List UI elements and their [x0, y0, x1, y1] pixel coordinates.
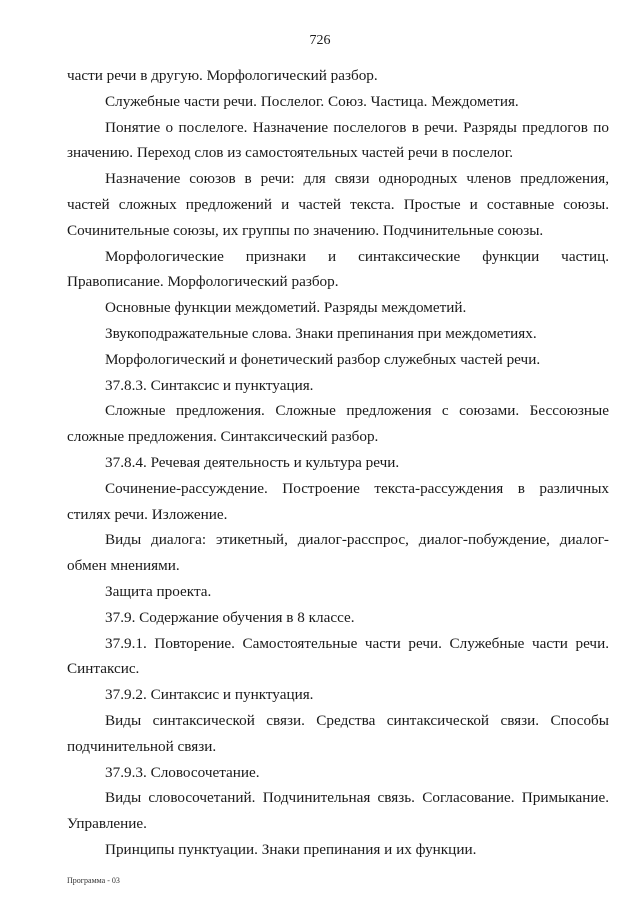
paragraph: 37.8.3. Синтаксис и пунктуация. [105, 376, 314, 394]
paragraph: Виды диалога: этикетный, диалог-расспрос, диалог-побуждение, диалог-обмен мнениями. [67, 531, 609, 575]
paragraph: Сочинение-рассуждение. Построение текста-рассуждения в различных стилях речи. Изложение. [67, 479, 609, 523]
paragraph: Служебные части речи. Послелог. Союз. Частица. Междометия. [105, 92, 519, 110]
paragraph: Морфологические признаки и синтаксические функции частиц. Правописание. Морфологический разбор. [67, 247, 609, 291]
paragraph: Защита проекта. [105, 582, 212, 600]
paragraph: 37.9. Содержание обучения в 8 классе. [105, 608, 355, 626]
paragraph: Звукоподражательные слова. Знаки препинания при междометиях. [105, 324, 537, 342]
paragraph: Принципы пунктуации. Знаки препинания и их функции. [105, 840, 477, 858]
paragraph: Виды словосочетаний. Подчинительная связь. Согласование. Примыкание. Управление. [67, 789, 609, 833]
document-body [67, 63, 609, 863]
paragraph: части речи в другую. Морфологический разбор. [67, 67, 378, 84]
paragraph: 37.9.1. Повторение. Самостоятельные части речи. Служебные части речи. Синтаксис. [67, 634, 609, 678]
paragraph: 37.9.3. Словосочетание. [105, 763, 260, 781]
page-number: 726 [309, 33, 331, 48]
paragraph: Морфологический и фонетический разбор служебных частей речи. [105, 350, 541, 368]
paragraph: Понятие о послелоге. Назначение послелогов в речи. Разряды предлогов по значению. Переход слов из самостоятельных частей речи в послелог. [67, 118, 609, 162]
footer-label: Программа - 03 [67, 876, 120, 885]
paragraph: 37.9.2. Синтаксис и пунктуация. [105, 686, 314, 704]
paragraph: Виды синтаксической связи. Средства синтаксической связи. Способы подчинительной связи. [67, 711, 609, 755]
paragraph: Назначение союзов в речи: для связи однородных членов предложения, частей сложных предложений и частей текста. Простые и составные союзы. Сочинительные союзы, их группы по значению. Подчинительные союзы. [67, 170, 609, 239]
paragraph: 37.8.4. Речевая деятельность и культура речи. [105, 453, 400, 471]
paragraph: Сложные предложения. Сложные предложения с союзами. Бессоюзные сложные предложения. Синтаксический разбор. [67, 402, 609, 446]
paragraph: Основные функции междометий. Разряды междометий. [105, 299, 467, 317]
